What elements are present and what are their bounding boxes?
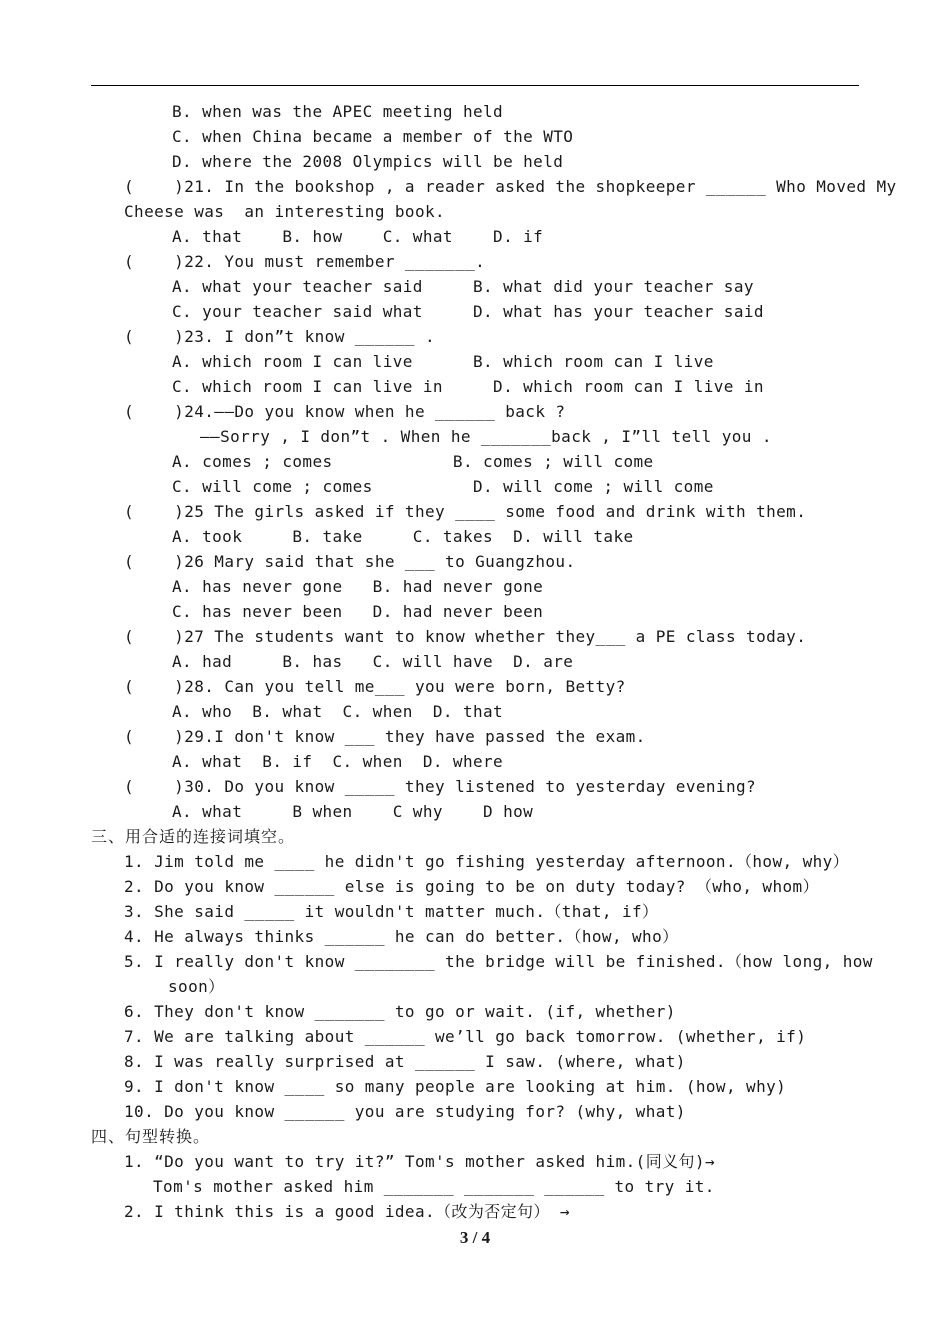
fill-item: 5. I really don't know ________ the bridge will be finished.（how long, how (124, 952, 873, 971)
question-21-cont: Cheese was an interesting book. (124, 202, 446, 221)
option-line: A. what B. if C. when D. where (172, 752, 504, 771)
option-line: A. comes ; comes B. comes ; will come (172, 452, 654, 471)
option-line: A. which room I can live B. which room can I live (172, 352, 714, 371)
section-3-heading: 三、用合适的连接词填空。 (91, 827, 296, 846)
option-line: A. that B. how C. what D. if (172, 227, 544, 246)
fill-item: 4. He always thinks ______ he can do better.（how, who） (124, 927, 679, 946)
option-line: A. who B. what C. when D. that (172, 702, 504, 721)
transform-item-cont: Tom's mother asked him _______ _______ ______ to try it. (153, 1177, 715, 1196)
fill-item: 9. I don't know ____ so many people are looking at him. (how, why) (124, 1077, 787, 1096)
question-29: ( )29.I don't know ___ they have passed the exam. (124, 727, 646, 746)
option-line: D. where the 2008 Olympics will be held (172, 152, 564, 171)
question-28: ( )28. Can you tell me___ you were born, Betty? (124, 677, 626, 696)
fill-item-cont: soon） (168, 977, 225, 996)
option-line: A. has never gone B. had never gone (172, 577, 544, 596)
fill-item: 2. Do you know ______ else is going to be on duty today? （who, whom） (124, 877, 819, 896)
fill-item: 6. They don't know _______ to go or wait. (if, whether) (124, 1002, 676, 1021)
question-26: ( )26 Mary said that she ___ to Guangzhou. (124, 552, 576, 571)
transform-item: 1. “Do you want to try it?” Tom's mother asked him.(同义句)→ (124, 1152, 715, 1171)
option-line: C. when China became a member of the WTO (172, 127, 574, 146)
question-22: ( )22. You must remember _______. (124, 252, 486, 271)
section-4-heading: 四、句型转换。 (91, 1127, 211, 1146)
option-line: B. when was the APEC meeting held (172, 102, 504, 121)
question-30: ( )30. Do you know _____ they listened to yesterday evening? (124, 777, 757, 796)
option-line: C. has never been D. had never been (172, 602, 544, 621)
option-line: C. which room I can live in D. which room can I live in (172, 377, 764, 396)
fill-item: 8. I was really surprised at ______ I saw. (where, what) (124, 1052, 686, 1071)
option-line: A. took B. take C. takes D. will take (172, 527, 634, 546)
fill-item: 7. We are talking about ______ we’ll go back tomorrow. (whether, if) (124, 1027, 807, 1046)
option-line: C. your teacher said what D. what has your teacher said (172, 302, 764, 321)
question-27: ( )27 The students want to know whether they___ a PE class today. (124, 627, 807, 646)
option-line: A. what B when C why D how (172, 802, 534, 821)
option-line: A. what your teacher said B. what did your teacher say (172, 277, 754, 296)
fill-item: 3. She said _____ it wouldn't matter much.（that, if） (124, 902, 659, 921)
page-number: 3 / 4 (459, 1228, 491, 1247)
question-24: ( )24.——Do you know when he ______ back ? (124, 402, 566, 421)
question-21: ( )21. In the bookshop , a reader asked the shopkeeper ______ Who Moved My (124, 177, 897, 196)
option-line: A. had B. has C. will have D. are (172, 652, 574, 671)
fill-item: 1. Jim told me ____ he didn't go fishing yesterday afternoon.（how, why） (124, 852, 850, 871)
question-24-cont: ——Sorry , I don”t . When he _______back , I”ll tell you . (200, 427, 772, 446)
question-23: ( )23. I don”t know ______ . (124, 327, 436, 346)
fill-item: 10. Do you know ______ you are studying for? (why, what) (124, 1102, 686, 1121)
transform-item: 2. I think this is a good idea.（改为否定句） → (124, 1202, 570, 1221)
header-rule (91, 85, 859, 86)
question-25: ( )25 The girls asked if they ____ some food and drink with them. (124, 502, 807, 521)
option-line: C. will come ; comes D. will come ; will come (172, 477, 714, 496)
